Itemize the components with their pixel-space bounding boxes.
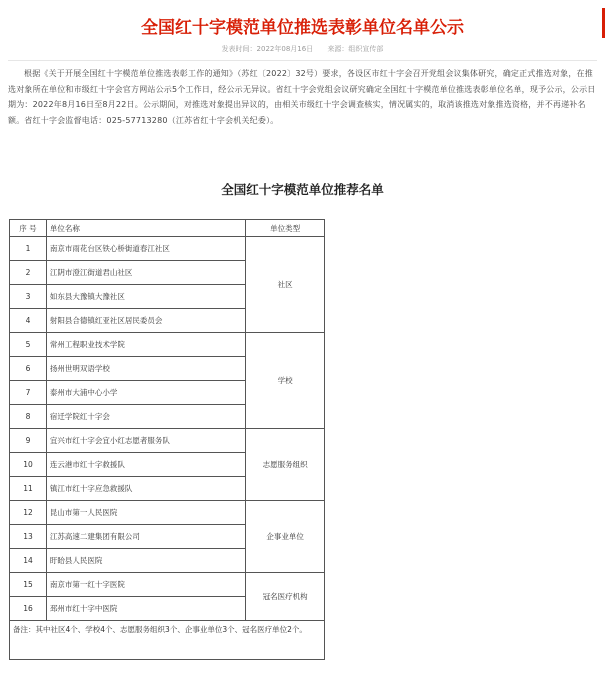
unit-type: 学校: [246, 333, 325, 429]
row-number: 9: [10, 429, 47, 453]
unit-name: 泰州市大浦中心小学: [46, 381, 245, 405]
unit-type: 企事业单位: [246, 501, 325, 573]
notice-paragraph: 根据《关于开展全国红十字模范单位推选表彰工作的通知》（苏红〔2022〕32号）要求，各设区市红十字会召开党组会议集体研究，确定正式推选对象，在推选对象所在单位和市级红十字会官方网站公示5个工作日，经公示无异议。省红十字会党组会议研究确定全国红十字模范单位推选表彰单位名单，现予公示，公示日期为：2022年8月16日至8月22日。公示期间，对推选对象提出异议的，由相关市级红十字会调查核实，情况属实的，取消该推选对象推选资格，并不再递补名额。省红十字会监督电话：025-57713280（江苏省红十字会机关纪委）。: [8, 69, 596, 125]
unit-type: 冠名医疗机构: [246, 573, 325, 621]
table-body: [10, 237, 325, 621]
unit-type: 社区: [246, 237, 325, 333]
source-link[interactable]: 来源：组织宣传部: [327, 45, 384, 53]
unit-name: 昆山市第一人民医院: [46, 501, 245, 525]
unit-name: 连云港市红十字救援队: [46, 453, 245, 477]
row-number: 14: [10, 549, 47, 573]
table-note: 备注：其中社区4个、学校4个、志愿服务组织3个、企事业单位3个、冠名医疗单位2个。: [10, 621, 325, 660]
header-no: 序 号: [10, 220, 47, 237]
row-number: 11: [10, 477, 47, 501]
note-row: [10, 621, 325, 660]
unit-name: 盱眙县人民医院: [46, 549, 245, 573]
row-number: 16: [10, 597, 47, 621]
table-row: [10, 237, 325, 261]
row-number: 2: [10, 261, 47, 285]
unit-name: 宿迁学院红十字会: [46, 405, 245, 429]
row-number: 7: [10, 381, 47, 405]
row-number: 10: [10, 453, 47, 477]
page-title: 全国红十字模范单位推选表彰单位名单公示: [141, 18, 464, 38]
row-number: 8: [10, 405, 47, 429]
header-type: 单位类型: [246, 220, 325, 237]
unit-name: 如东县大豫镇大豫社区: [46, 285, 245, 309]
unit-name: 镇江市红十字应急救援队: [46, 477, 245, 501]
row-number: 15: [10, 573, 47, 597]
row-number: 1: [10, 237, 47, 261]
table-row: [10, 333, 325, 357]
unit-name: 江阴市澄江街道君山社区: [46, 261, 245, 285]
row-number: 3: [10, 285, 47, 309]
divider: [8, 60, 597, 61]
list-title: 全国红十字模范单位推荐名单: [221, 182, 384, 197]
row-number: 5: [10, 333, 47, 357]
table-row: [10, 573, 325, 597]
unit-name: 邳州市红十字中医院: [46, 597, 245, 621]
header-name: 单位名称: [46, 220, 245, 237]
unit-name: 扬州世明双语学校: [46, 357, 245, 381]
unit-name: 射阳县合德镇红亚社区居民委员会: [46, 309, 245, 333]
table-row: [10, 501, 325, 525]
publish-time: 发表时间：2022年08月16日: [221, 45, 314, 53]
unit-name: 宜兴市红十字会宜小红志愿者服务队: [46, 429, 245, 453]
article-meta: [0, 44, 605, 54]
row-number: 12: [10, 501, 47, 525]
nominee-table: [9, 219, 325, 660]
row-number: 4: [10, 309, 47, 333]
unit-name: 南京市雨花台区铁心桥街道春江社区: [46, 237, 245, 261]
row-number: 6: [10, 357, 47, 381]
unit-name: 南京市第一红十字医院: [46, 573, 245, 597]
unit-type: 志愿服务组织: [246, 429, 325, 501]
table-header-row: [10, 220, 325, 237]
table-row: [10, 429, 325, 453]
unit-name: 江苏高速二建集团有限公司: [46, 525, 245, 549]
unit-name: 常州工程职业技术学院: [46, 333, 245, 357]
row-number: 13: [10, 525, 47, 549]
